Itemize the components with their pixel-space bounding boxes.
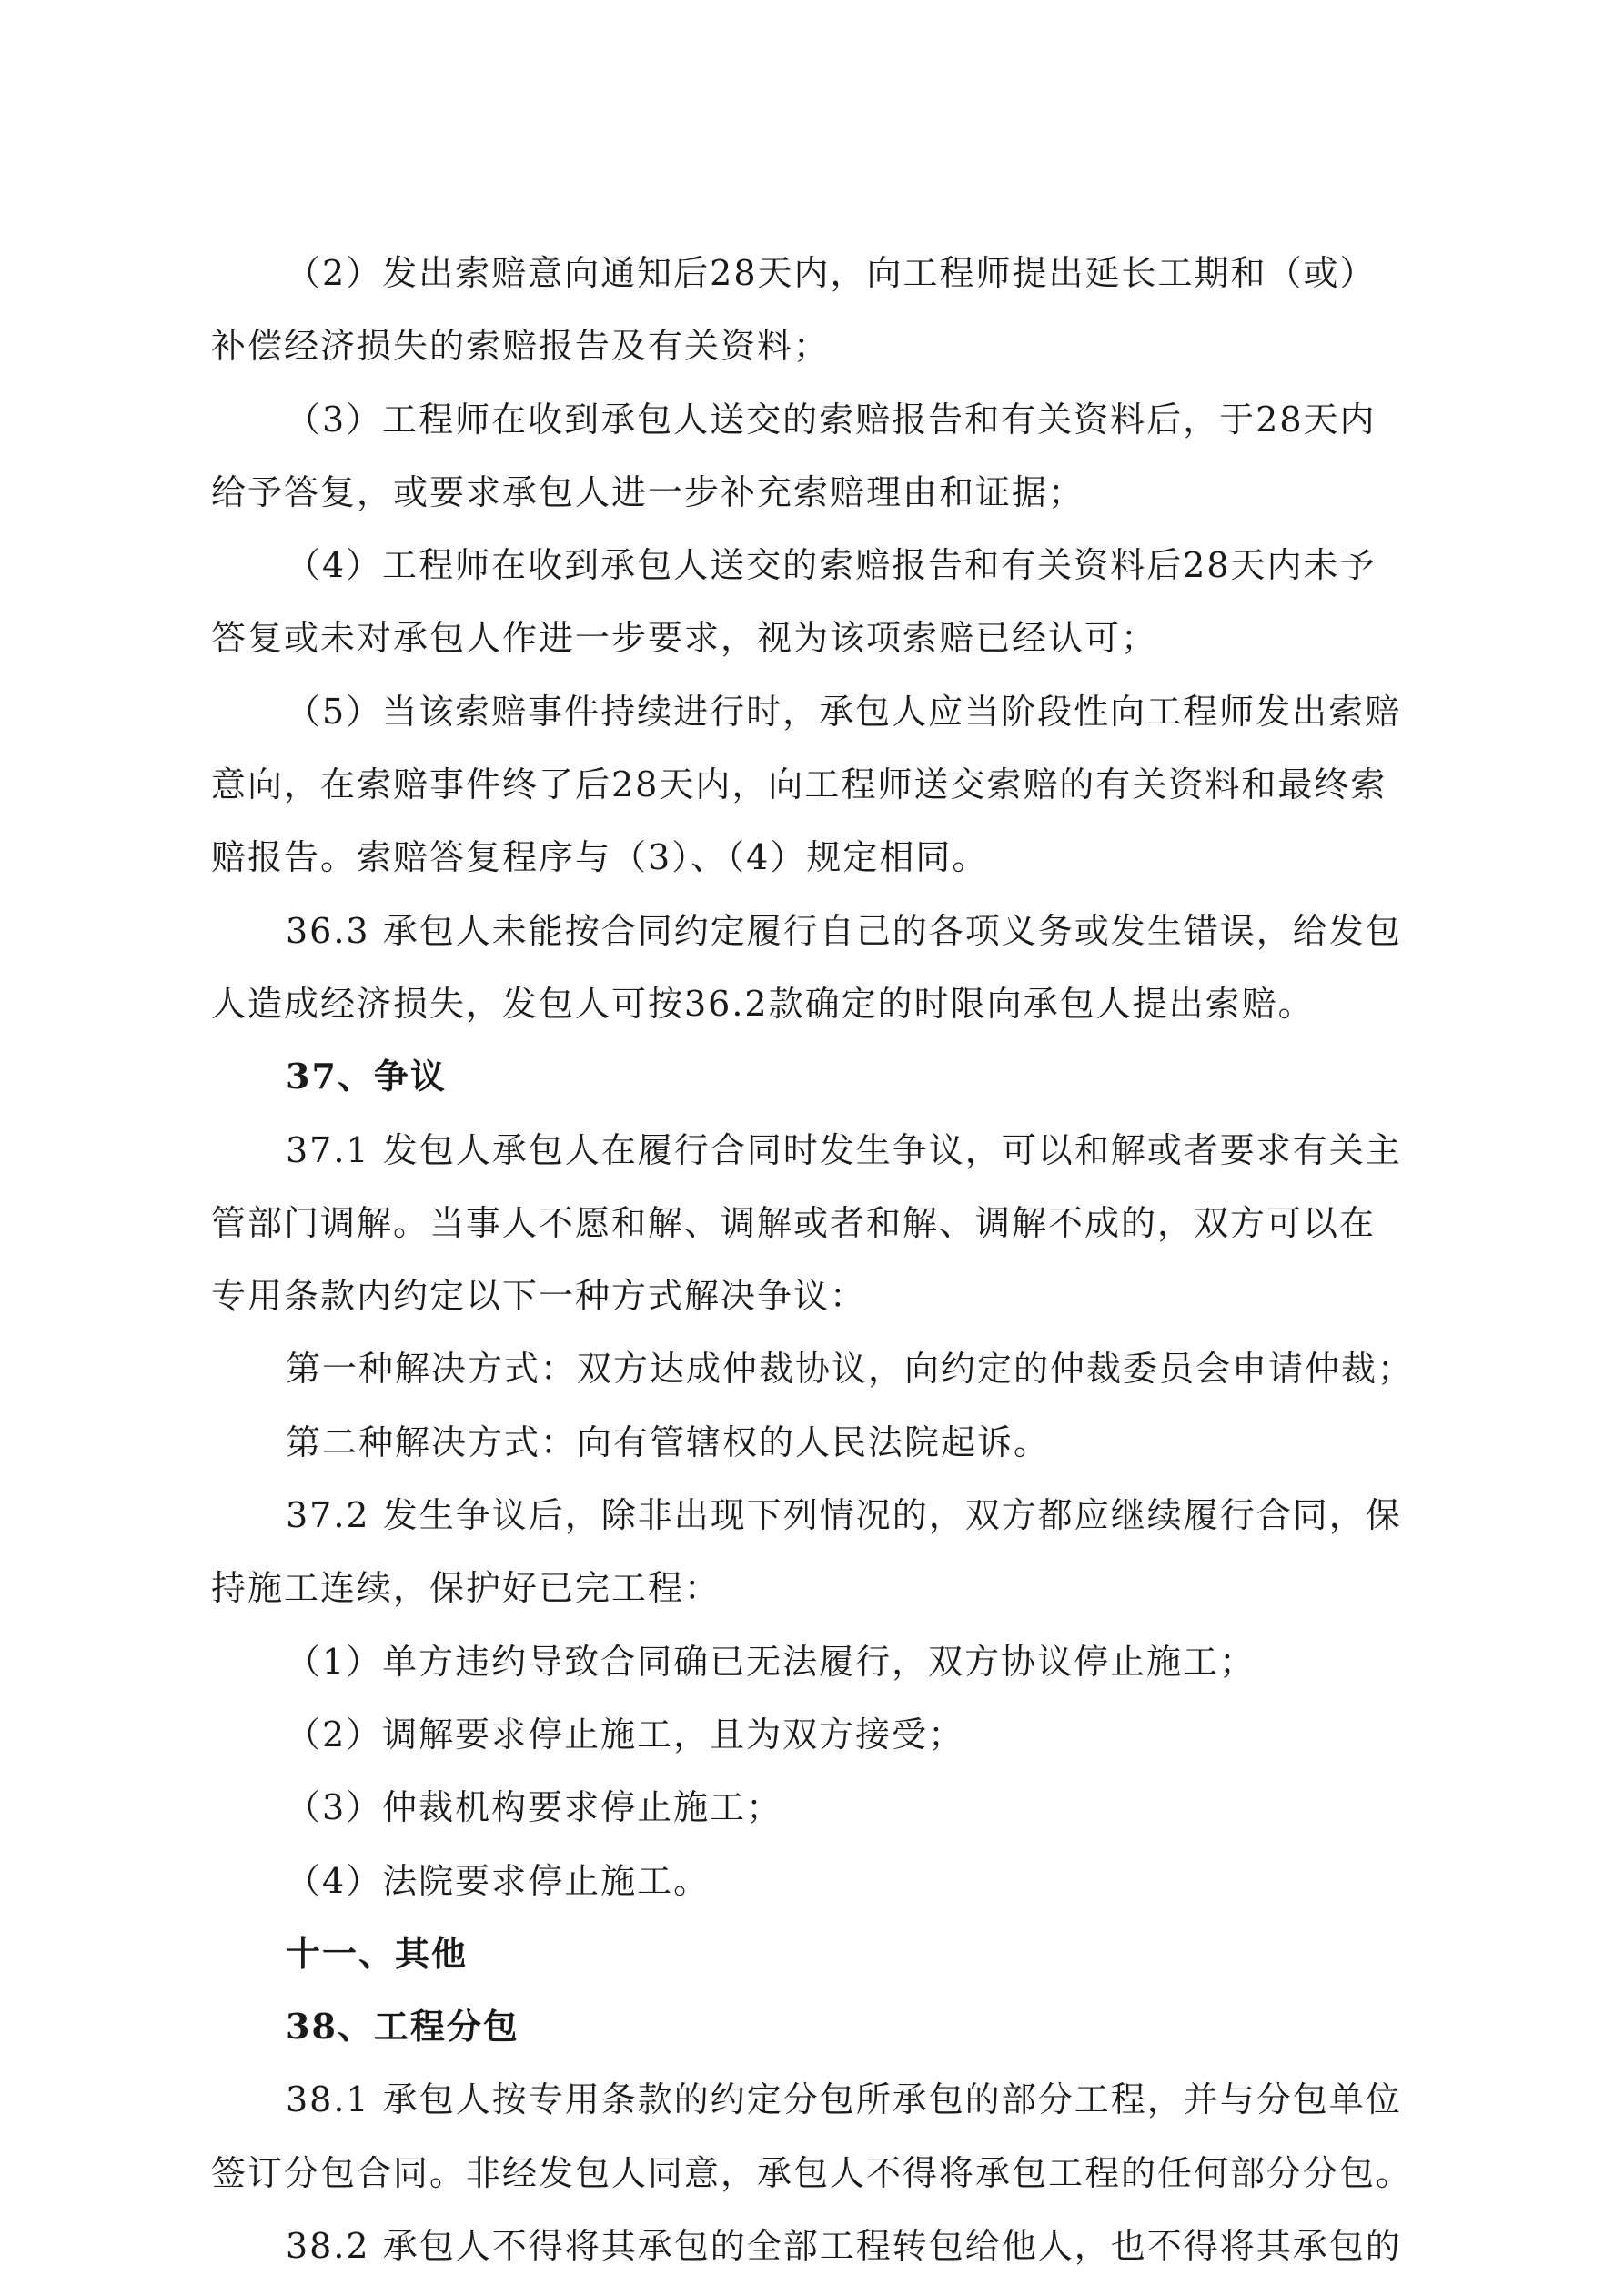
paragraph-line: 持施工连续，保护好已完工程：	[211, 1568, 721, 1608]
paragraph-line: （4）工程师在收到承包人送交的索赔报告和有关资料后28天内未予	[286, 545, 1377, 585]
paragraph-line: （5）当该索赔事件持续进行时，承包人应当阶段性向工程师发出索赔	[286, 692, 1402, 732]
list-item: （3）仲裁机构要求停止施工；	[286, 1787, 783, 1827]
section-heading: 37、争议	[286, 1056, 447, 1097]
paragraph-line: 管部门调解。当事人不愿和解、调解或者和解、调解不成的，双方可以在	[211, 1203, 1377, 1243]
paragraph-line: 38.2 承包人不得将其承包的全部工程转包给他人，也不得将其承包的	[286, 2226, 1402, 2266]
paragraph-line: 答复或未对承包人作进一步要求，视为该项索赔已经认可；	[211, 618, 1158, 658]
paragraph-line: 人造成经济损失，发包人可按36.2款确定的时限向承包人提出索赔。	[211, 984, 1315, 1024]
paragraph-line: 签订分包合同。非经发包人同意，承包人不得将承包工程的任何部分分包。	[211, 2153, 1413, 2193]
paragraph-line: 专用条款内约定以下一种方式解决争议：	[211, 1276, 867, 1316]
paragraph-line: 36.3 承包人未能按合同约定履行自己的各项义务或发生错误，给发包	[286, 911, 1402, 951]
paragraph-line: 意向，在索赔事件终了后28天内，向工程师送交索赔的有关资料和最终索	[211, 764, 1387, 804]
section-heading: 38、工程分包	[286, 2006, 519, 2047]
paragraph-line: 第一种解决方式：双方达成仲裁协议，向约定的仲裁委员会申请仲裁；	[286, 1349, 1415, 1389]
paragraph-line: 赔报告。索赔答复程序与（3）、（4）规定相同。	[211, 837, 989, 877]
chapter-heading: 十一、其他	[286, 1933, 469, 1974]
paragraph-line: 补偿经济损失的索赔报告及有关资料；	[211, 326, 831, 366]
paragraph-line: 37.1 发包人承包人在履行合同时发生争议，可以和解或者要求有关主	[286, 1130, 1402, 1170]
paragraph-line: 给予答复，或要求承包人进一步补充索赔理由和证据；	[211, 472, 1085, 512]
paragraph-line: 37.2 发生争议后，除非出现下列情况的，双方都应继续履行合同，保	[286, 1495, 1402, 1535]
paragraph-line: 38.1 承包人按专用条款的约定分包所承包的部分工程，并与分包单位	[286, 2079, 1402, 2119]
paragraph-line: （3）工程师在收到承包人送交的索赔报告和有关资料后，于28天内	[286, 400, 1377, 440]
paragraph-line: 第二种解决方式：向有管辖权的人民法院起诉。	[286, 1422, 1051, 1462]
paragraph-line: （2）发出索赔意向通知后28天内，向工程师提出延长工期和（或）	[286, 253, 1377, 293]
list-item: （2）调解要求停止施工，且为双方接受；	[286, 1714, 965, 1755]
list-item: （4）法院要求停止施工。	[286, 1861, 711, 1901]
list-item: （1）单方违约导致合同确已无法履行，双方协议停止施工；	[286, 1642, 1256, 1682]
